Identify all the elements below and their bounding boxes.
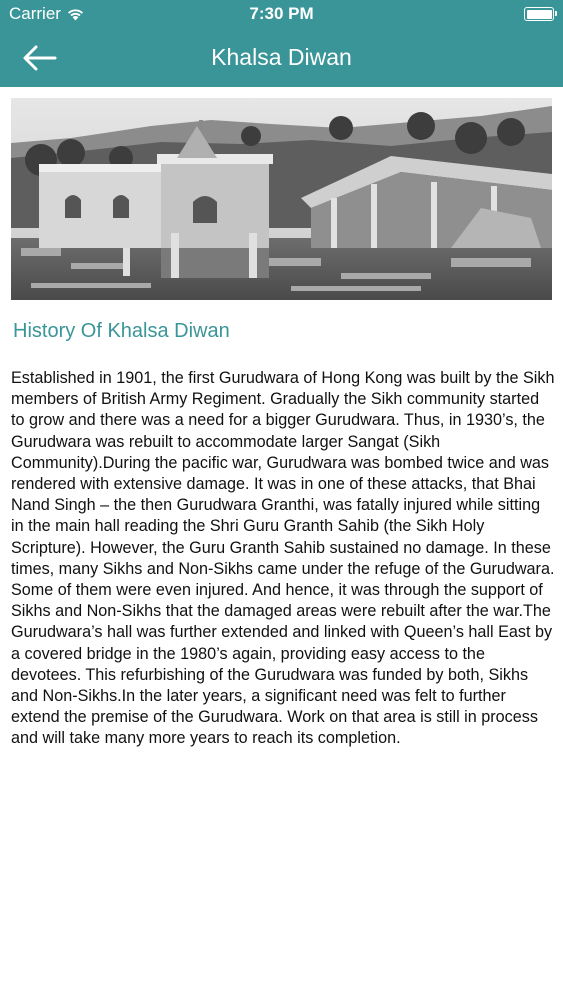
page-title: Khalsa Diwan — [211, 44, 352, 70]
app-header — [0, 0, 563, 87]
status-bar — [0, 0, 563, 28]
status-time: 7:30 PM — [249, 4, 314, 23]
battery-icon — [524, 7, 554, 21]
hero-image — [11, 98, 552, 300]
historic-gurudwara-photo — [11, 98, 552, 300]
navigation-bar — [0, 28, 563, 87]
history-paragraph: Established in 1901, the first Gurudwara of Hong Kong was built by the Sikh members of British Army Regiment. Gradually the Sikh community started to grow and there was a need for a bigger Gurudwara. Thus, in 1930’s, the Gurudwara was rebuilt to accommodate larger Sangat (Sikh Community).During the pacific war, Gurudwara was bombed twice and was rendered with extensive damage. It was in one of these attacks, that Bhai Nand Singh – the then Gurudwara Granthi, was fatally injured while sitting in the main hall reading the Shri Guru Granth Sahib (the Sikh Holy Scripture). However, the Guru Granth Sahib sustained no damage. In these times, many Sikhs and Non-Sikhs came under the refuge of the Gurudwara. Some of them were even injured. And hence, it was through the support of Sikhs and Non-Sikhs that the damaged areas were rebuilt after the war.The Gurudwara’s hall was further extended and linked with Queen’s hall East by a covered bridge in the 1980’s again, providing easy access to the devotees. This refurbishing of the Gurudwara was funded by both, Sikhs and Non-Sikhs.In the later years, a significant need was felt to further extend the premise of the Gurudwara. Work on that area is still in process and will take many more years to reach its completion. — [11, 369, 555, 748]
section-heading: History Of Khalsa Diwan — [13, 320, 230, 342]
carrier-label: Carrier — [9, 4, 61, 23]
